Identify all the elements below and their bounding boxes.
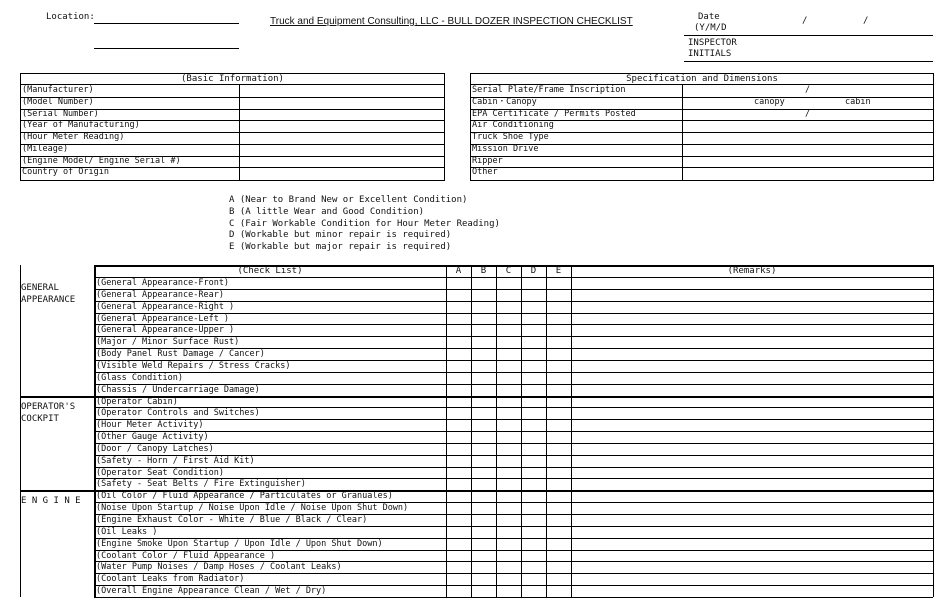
grade-cell-d[interactable] [522,503,545,513]
grade-cell-a[interactable] [447,527,470,537]
grade-cell-a[interactable] [447,515,470,525]
remarks-cell[interactable] [572,503,932,513]
grade-cell-b[interactable] [472,444,495,454]
checklist-item-label: (Chassis / Undercarriage Damage) [96,385,260,395]
grade-cell-c[interactable] [497,539,520,549]
checklist-item-label: (Other Gauge Activity) [96,432,209,442]
grade-cell-c[interactable] [497,302,520,312]
grade-cell-d[interactable] [522,444,545,454]
grade-header-c: C [505,266,512,276]
grade-cell-c[interactable] [497,314,520,324]
checklist-item-label: (Door / Canopy Latches) [96,444,214,454]
checklist-item-label: (General Appearance-Right ) [96,302,235,312]
grade-cell-c[interactable] [497,385,520,395]
grade-header-d: D [530,266,537,276]
checklist-header-label: (Check List) [237,266,303,276]
checklist-right-border [933,265,934,597]
spec-row-label: Cabin・Canopy [472,97,537,107]
grade-cell-a[interactable] [447,503,470,513]
basic-row-value-field[interactable] [240,145,443,155]
grade-cell-a[interactable] [447,337,470,347]
checklist-item-label: (Engine Exhaust Color - White / Blue / Black / Clear) [96,515,368,525]
grade-cell-a[interactable] [447,314,470,324]
grade-cell-c[interactable] [497,444,520,454]
checklist-item-label: (Coolant Color / Fluid Appearance ) [96,551,276,561]
grade-cell-a[interactable] [447,539,470,549]
grade-cell-e[interactable] [547,408,570,418]
grade-cell-d[interactable] [522,468,545,478]
grade-cell-b[interactable] [472,491,495,501]
basic-row-label: (Mileage) [22,144,69,154]
basic-row-value-field[interactable] [240,98,443,108]
checklist-item-label: (General Appearance-Rear) [96,290,224,300]
grade-cell-c[interactable] [497,491,520,501]
grade-cell-c[interactable] [497,515,520,525]
grade-cell-b[interactable] [472,385,495,395]
spec-option-canopy[interactable]: canopy [754,97,785,107]
spec-row-slash: / [805,85,811,95]
checklist-item-label: (General Appearance-Upper ) [96,325,235,335]
grade-cell-d[interactable] [522,479,545,489]
grade-cell-e[interactable] [547,539,570,549]
grade-cell-b[interactable] [472,325,495,335]
grade-cell-b[interactable] [472,586,495,596]
spec-row-value-field[interactable] [683,157,932,167]
grade-cell-a[interactable] [447,479,470,489]
grade-cell-d[interactable] [522,408,545,418]
grade-cell-c[interactable] [497,325,520,335]
grade-cell-d[interactable] [522,397,545,407]
date-label: Date [698,12,720,22]
spec-table [470,73,934,181]
grade-cell-e[interactable] [547,397,570,407]
checklist-item-label: (Operator Controls and Switches) [96,408,260,418]
spec-row-value-field[interactable] [683,133,932,143]
grade-cell-e[interactable] [547,278,570,288]
grade-cell-e[interactable] [547,373,570,383]
grade-cell-d[interactable] [522,325,545,335]
location-line-1[interactable] [94,23,239,24]
location-line-2[interactable] [94,48,239,49]
spec-row-label: Serial Plate/Frame Inscription [472,85,626,95]
grade-column-border [446,265,447,597]
grade-cell-b[interactable] [472,278,495,288]
grade-cell-e[interactable] [547,420,570,430]
remarks-cell[interactable] [572,420,932,430]
grade-cell-e[interactable] [547,551,570,561]
grade-cell-b[interactable] [472,574,495,584]
grade-cell-e[interactable] [547,586,570,596]
grade-cell-a[interactable] [447,586,470,596]
grade-cell-a[interactable] [447,574,470,584]
checklist-item-label: (Glass Condition) [96,373,183,383]
basic-row-value-field[interactable] [240,157,443,167]
grade-cell-c[interactable] [497,420,520,430]
basic-row-label: (Model Number) [22,97,94,107]
grade-cell-d[interactable] [522,349,545,359]
grade-cell-d[interactable] [522,491,545,501]
grade-cell-b[interactable] [472,527,495,537]
remarks-cell[interactable] [572,551,932,561]
checklist-item-label: (Operator Cabin) [96,397,178,407]
grade-cell-b[interactable] [472,432,495,442]
grade-cell-d[interactable] [522,314,545,324]
grade-cell-c[interactable] [497,468,520,478]
grade-cell-b[interactable] [472,468,495,478]
basic-row-value-field[interactable] [240,133,443,143]
checklist-item-label: (Engine Smoke Upon Startup / Upon Idle / Upon Shut Down) [96,539,383,549]
grade-cell-b[interactable] [472,551,495,561]
grade-cell-e[interactable] [547,491,570,501]
grade-cell-d[interactable] [522,574,545,584]
basic-row-value-field[interactable] [240,121,443,131]
remarks-cell[interactable] [572,290,932,300]
grade-cell-e[interactable] [547,515,570,525]
grade-column-border [496,265,497,597]
date-slash-1: / [802,16,808,26]
spec-row-label: Other [472,167,498,177]
grade-cell-b[interactable] [472,349,495,359]
grade-cell-b[interactable] [472,420,495,430]
grade-cell-d[interactable] [522,551,545,561]
grade-cell-c[interactable] [497,586,520,596]
grade-cell-d[interactable] [522,361,545,371]
grade-cell-d[interactable] [522,385,545,395]
grade-cell-c[interactable] [497,278,520,288]
grade-cell-e[interactable] [547,574,570,584]
remarks-cell[interactable] [572,574,932,584]
remarks-cell[interactable] [572,491,932,501]
grade-cell-c[interactable] [497,408,520,418]
checklist-item-label: (Safety - Seat Belts / Fire Extinguisher) [96,479,306,489]
remarks-cell[interactable] [572,314,932,324]
grade-cell-e[interactable] [547,325,570,335]
checklist-item-label: (Water Pump Noises / Damp Hoses / Coolant Leaks) [96,562,342,572]
grade-cell-e[interactable] [547,361,570,371]
spec-title: Specification and Dimensions [626,74,778,84]
grade-cell-e[interactable] [547,468,570,478]
section-label: E N G I N E [21,496,81,507]
grade-cell-b[interactable] [472,361,495,371]
remarks-cell[interactable] [572,302,932,312]
spec-row-label: Ripper [472,156,503,166]
initials-line[interactable] [684,61,933,62]
grade-cell-c[interactable] [497,373,520,383]
grade-cell-e[interactable] [547,527,570,537]
remarks-cell[interactable] [572,373,932,383]
checklist-item-label: (Operator Seat Condition) [96,468,224,478]
spec-row-label: Truck Shoe Type [472,132,549,142]
inspector-label: INSPECTOR [688,38,737,48]
grade-column-border [546,265,547,597]
grade-cell-b[interactable] [472,562,495,572]
basic-info-table [20,73,445,181]
spec-row-label: Mission Drive [472,144,539,154]
remarks-cell[interactable] [572,361,932,371]
grade-cell-d[interactable] [522,539,545,549]
remarks-cell[interactable] [572,408,932,418]
grade-cell-a[interactable] [447,290,470,300]
spec-row-value-field[interactable] [683,145,932,155]
spec-row-label: Air Conditioning [472,120,554,130]
grade-cell-a[interactable] [447,562,470,572]
grade-cell-c[interactable] [497,456,520,466]
grade-cell-c[interactable] [497,349,520,359]
grade-cell-e[interactable] [547,314,570,324]
spec-row-value-field[interactable] [683,168,932,178]
remarks-header: (Remarks) [727,266,777,276]
date-line[interactable] [684,35,933,36]
grade-cell-c[interactable] [497,527,520,537]
grade-cell-b[interactable] [472,479,495,489]
legend-item: B (A little Wear and Good Condition) [229,206,425,217]
page-title: Truck and Equipment Consulting, LLC - BULL DOZER INSPECTION CHECKLIST [270,16,633,27]
grade-cell-e[interactable] [547,385,570,395]
remarks-cell[interactable] [572,278,932,288]
basic-row-label: (Manufacturer) [22,85,94,95]
section-label: GENERAL [21,283,59,293]
grade-cell-d[interactable] [522,527,545,537]
section-label: APPEARANCE [21,295,76,305]
checklist-item-label: (Visible Weld Repairs / Stress Cracks) [96,361,291,371]
grade-cell-c[interactable] [497,574,520,584]
checklist-item-label: (Hour Meter Activity) [96,420,204,430]
checklist-item-label: (Coolant Leaks from Radiator) [96,574,245,584]
remarks-cell[interactable] [572,468,932,478]
grade-cell-a[interactable] [447,361,470,371]
checklist-item-label: (Body Panel Rust Damage / Cancer) [96,349,265,359]
checklist-item-label: (Overall Engine Appearance Clean / Wet / Dry) [96,586,327,596]
grade-cell-d[interactable] [522,586,545,596]
grade-cell-c[interactable] [497,562,520,572]
grade-cell-a[interactable] [447,551,470,561]
legend-item: A (Near to Brand New or Excellent Condition) [229,195,468,205]
grade-cell-e[interactable] [547,456,570,466]
remarks-cell[interactable] [572,539,932,549]
grade-cell-a[interactable] [447,444,470,454]
remarks-cell[interactable] [572,349,932,359]
basic-row-label: (Serial Number) [22,109,99,119]
grade-cell-b[interactable] [472,539,495,549]
checklist-row-divider [94,597,933,598]
grade-cell-c[interactable] [497,503,520,513]
spec-row-slash: / [805,109,811,119]
grade-cell-a[interactable] [447,325,470,335]
grade-cell-d[interactable] [522,562,545,572]
grade-column-border [571,265,572,597]
grade-cell-a[interactable] [447,373,470,383]
legend-item: C (Fair Workable Condition for Hour Meter Reading) [229,218,500,229]
remarks-cell[interactable] [572,456,932,466]
grade-cell-a[interactable] [447,349,470,359]
basic-row-value-field[interactable] [240,86,443,96]
checklist-item-label: (Noise Upon Startup / Noise Upon Idle / Noise Upon Shut Down) [96,503,409,513]
grade-cell-d[interactable] [522,432,545,442]
grade-cell-b[interactable] [472,290,495,300]
grade-cell-a[interactable] [447,456,470,466]
grade-cell-d[interactable] [522,515,545,525]
grade-cell-a[interactable] [447,385,470,395]
grade-cell-a[interactable] [447,468,470,478]
remarks-cell[interactable] [572,444,932,454]
basic-row-label: (Year of Manufacturing) [22,120,140,130]
grade-cell-e[interactable] [547,432,570,442]
remarks-cell[interactable] [572,385,932,395]
basic-row-value-field[interactable] [240,110,443,120]
grade-cell-e[interactable] [547,349,570,359]
grade-header-b: B [480,266,487,276]
grade-cell-a[interactable] [447,491,470,501]
section-column-left-border [20,265,21,597]
checklist-item-label: (General Appearance-Front) [96,278,230,288]
grade-cell-b[interactable] [472,503,495,513]
remarks-cell[interactable] [572,562,932,572]
grade-column-border [521,265,522,597]
basic-row-label: (Engine Model/ Engine Serial #) [22,156,181,166]
remarks-cell[interactable] [572,515,932,525]
spec-row-label: EPA Certificate / Permits Posted [472,109,636,119]
checklist-item-label: (Oil Color / Fluid Appearance / Particulates or Granuales) [96,491,393,501]
grade-cell-a[interactable] [447,397,470,407]
date-format: (Y/M/D [694,23,727,33]
grade-header-a: A [455,266,462,276]
spec-row-value-field[interactable] [683,98,932,108]
grade-cell-d[interactable] [522,302,545,312]
grade-cell-b[interactable] [472,373,495,383]
grade-cell-c[interactable] [497,397,520,407]
grade-cell-c[interactable] [497,361,520,371]
grade-cell-e[interactable] [547,562,570,572]
grade-cell-e[interactable] [547,337,570,347]
grade-cell-e[interactable] [547,503,570,513]
legend-item: E (Workable but major repair is required) [229,242,452,253]
location-label: Location: [46,12,95,22]
grade-column-border [471,265,472,597]
remarks-cell[interactable] [572,586,932,596]
grade-cell-c[interactable] [497,432,520,442]
checklist-item-label: (Major / Minor Surface Rust) [96,337,240,347]
grade-cell-d[interactable] [522,420,545,430]
remarks-cell[interactable] [572,432,932,442]
grade-cell-c[interactable] [497,290,520,300]
date-slash-2: / [863,16,869,26]
grade-cell-b[interactable] [472,337,495,347]
grade-cell-b[interactable] [472,397,495,407]
grade-cell-c[interactable] [497,551,520,561]
section-label: OPERATOR'S [21,401,76,412]
grade-cell-e[interactable] [547,479,570,489]
grade-header-e: E [555,266,562,276]
grade-cell-b[interactable] [472,302,495,312]
legend-item: D (Workable but minor repair is required) [229,230,452,241]
grade-cell-a[interactable] [447,432,470,442]
basic-info-title: (Basic Information) [181,74,284,84]
remarks-cell[interactable] [572,397,932,407]
grade-cell-b[interactable] [472,314,495,324]
grade-cell-a[interactable] [447,302,470,312]
grade-cell-d[interactable] [522,373,545,383]
checklist-item-label: (General Appearance-Left ) [96,314,230,324]
grade-cell-b[interactable] [472,515,495,525]
grade-cell-c[interactable] [497,479,520,489]
grade-cell-e[interactable] [547,302,570,312]
checklist-item-label: (Safety - Horn / First Aid Kit) [96,456,255,466]
grade-cell-a[interactable] [447,408,470,418]
grade-cell-a[interactable] [447,420,470,430]
grade-cell-d[interactable] [522,278,545,288]
spec-row-value-field[interactable] [683,121,932,131]
initials-label: INITIALS [688,49,732,59]
basic-row-label: Country of Origin [22,167,109,177]
grade-cell-d[interactable] [522,456,545,466]
section-label: COCKPIT [21,413,59,424]
basic-row-label: (Hour Meter Reading) [22,132,125,142]
grade-cell-c[interactable] [497,337,520,347]
remarks-cell[interactable] [572,325,932,335]
grade-cell-b[interactable] [472,456,495,466]
basic-row-value-field[interactable] [240,168,443,178]
grade-cell-d[interactable] [522,337,545,347]
grade-cell-b[interactable] [472,408,495,418]
remarks-cell[interactable] [572,479,932,489]
grade-cell-a[interactable] [447,278,470,288]
checklist-item-label: (Oil Leaks ) [96,527,158,537]
remarks-cell[interactable] [572,527,932,537]
item-column-border [94,265,96,597]
grade-cell-e[interactable] [547,290,570,300]
grade-cell-d[interactable] [522,290,545,300]
grade-cell-e[interactable] [547,444,570,454]
remarks-cell[interactable] [572,337,932,347]
spec-option-cabin[interactable]: cabin [845,97,871,107]
